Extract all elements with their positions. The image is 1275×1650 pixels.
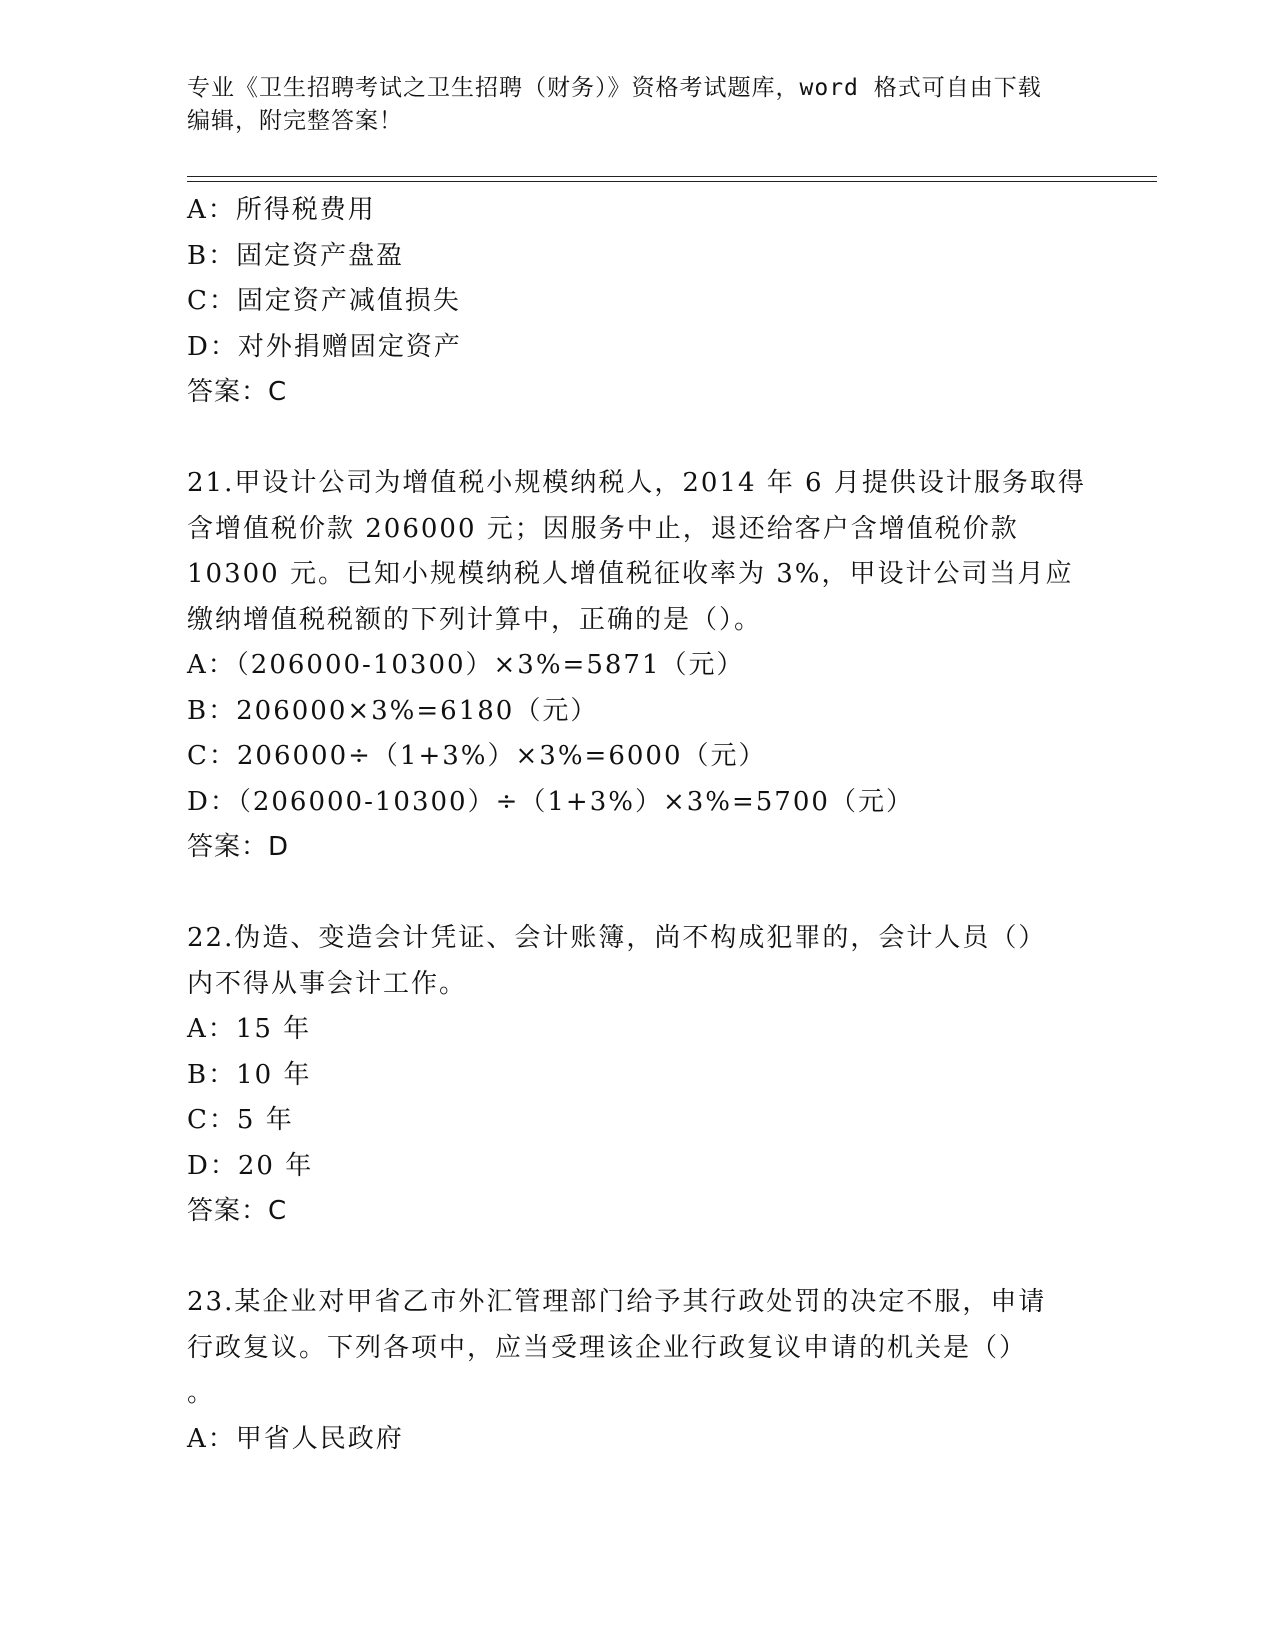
question-stem-line: 22.伪造、变造会计凭证、会计账簿，尚不构成犯罪的，会计人员（）: [187, 923, 1047, 953]
option-a: A：所得税费用: [187, 195, 376, 225]
option-b: B：10 年: [187, 1059, 312, 1090]
option-a: A：15 年: [187, 1014, 312, 1044]
question-stem-line: 10300 元。已知小规模纳税人增值税征收率为 3%，甲设计公司当月应: [187, 559, 1074, 589]
option-c: C：206000÷（1+3%）×3%=6000（元）: [187, 741, 767, 771]
option-c: C：固定资产减值损失: [187, 286, 461, 316]
question-22: [187, 916, 1087, 1235]
question-20: [187, 188, 1087, 416]
answer-line: 答案：C: [187, 1196, 288, 1226]
header-divider-bottom: [187, 181, 1157, 182]
question-23: [187, 1280, 1087, 1462]
option-b: B：固定资产盘盈: [187, 240, 405, 271]
question-stem-line: 21.甲设计公司为增值税小规模纳税人，2014 年 6 月提供设计服务取得: [187, 468, 1086, 498]
question-stem-line: 。: [187, 1378, 216, 1408]
question-stem-line: 内不得从事会计工作。: [187, 968, 468, 999]
question-list: [187, 188, 1087, 1462]
answer-line: 答案：D: [187, 832, 290, 862]
spacer: [187, 416, 1087, 462]
option-a: A：（206000-10300）×3%=5871（元）: [187, 650, 745, 680]
option-d: D：对外捐赠固定资产: [187, 331, 462, 362]
option-d: D：（206000-10300）÷（1+3%）×3%=5700（元）: [187, 786, 914, 817]
question-stem-line: 缴纳增值税税额的下列计算中，正确的是（）。: [187, 604, 763, 635]
option-d: D：20 年: [187, 1150, 314, 1181]
option-a: A：甲省人民政府: [187, 1423, 404, 1454]
header-line-1: 专业《卫生招聘考试之卫生招聘（财务）》资格考试题库，word 格式可自由下载: [187, 75, 1042, 101]
header-line-2: 编辑，附完整答案！: [187, 108, 403, 134]
answer-line: 答案：C: [187, 377, 288, 407]
option-b: B：206000×3%=6180（元）: [187, 695, 599, 726]
question-stem-line: 行政复议。下列各项中，应当受理该企业行政复议申请的机关是（）: [187, 1332, 1028, 1363]
question-21: [187, 461, 1087, 871]
header-divider-top: [187, 176, 1157, 177]
option-c: C：5 年: [187, 1105, 294, 1135]
document-header: [187, 72, 1087, 138]
question-stem-line: 含增值税价款 206000 元；因服务中止，退还给客户含增值税价款: [187, 513, 1019, 544]
spacer: [187, 871, 1087, 917]
question-stem-line: 23.某企业对甲省乙市外汇管理部门给予其行政处罚的决定不服，申请: [187, 1287, 1047, 1317]
spacer: [187, 1235, 1087, 1281]
